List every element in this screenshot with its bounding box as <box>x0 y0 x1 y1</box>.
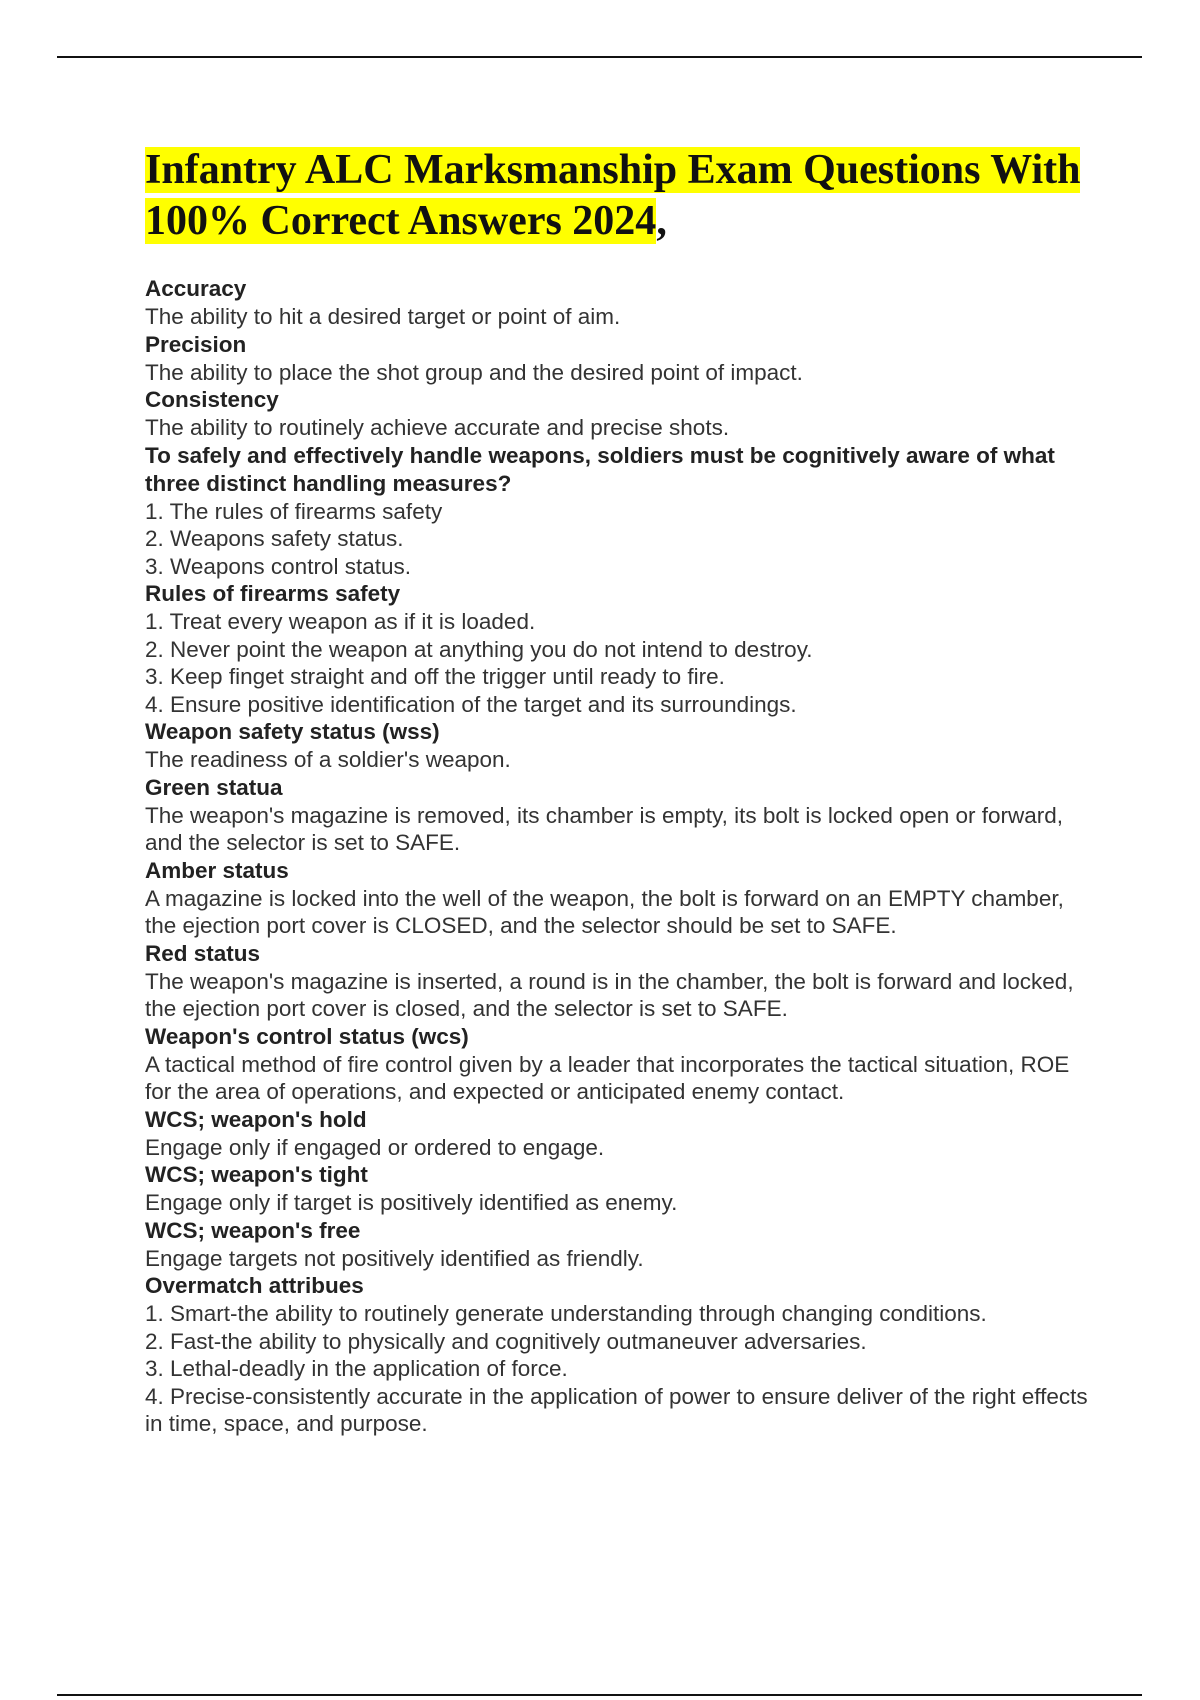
answer-line: The weapon's magazine is removed, its chamber is empty, its bolt is locked open or forward, and the selector is set to SAFE. <box>145 802 1064 855</box>
qa-entry <box>145 386 1090 442</box>
answer-line: Engage only if target is positively identified as enemy. <box>145 1190 678 1215</box>
qa-entry <box>145 857 1090 940</box>
answer-line: The ability to routinely achieve accurate and precise shots. <box>145 415 730 440</box>
answer-line: 2. Fast-the ability to physically and cognitively outmaneuver adversaries. <box>145 1328 867 1354</box>
answer-text <box>145 746 1090 774</box>
header-rule <box>57 56 1142 58</box>
qa-entry <box>145 1106 1090 1162</box>
answer-line: 2. Never point the weapon at anything you do not intend to destroy. <box>145 636 813 662</box>
question-term: Rules of firearms safety <box>145 581 401 606</box>
answer-text <box>145 1245 1090 1273</box>
answer-text <box>145 359 1090 387</box>
document-body <box>145 145 1090 1438</box>
answer-line: A magazine is locked into the well of the weapon, the bolt is forward on an EMPTY chamber, the ejection port cover is CLOSED, and the selector should be set to SAFE. <box>145 885 1064 938</box>
question-term: Accuracy <box>145 276 247 301</box>
title-highlight: Infantry ALC Marksmanship Exam Questions With 100% Correct Answers 2024 <box>145 147 1081 244</box>
qa-entry <box>145 774 1090 857</box>
answer-text <box>145 303 1090 331</box>
qa-list <box>145 275 1090 1438</box>
qa-entry <box>145 1023 1090 1106</box>
qa-entry <box>145 1217 1090 1273</box>
question-term: Overmatch attribues <box>145 1273 364 1298</box>
answer-text <box>145 1134 1090 1162</box>
answer-line: 4. Ensure positive identification of the target and its surroundings. <box>145 691 797 717</box>
question-term: Amber status <box>145 857 289 883</box>
question-term: Red status <box>145 940 261 966</box>
answer-text <box>145 1189 1090 1217</box>
qa-entry <box>145 940 1090 1023</box>
answer-line: The weapon's magazine is inserted, a round is in the chamber, the bolt is forward and locked, the ejection port cover is closed, and the selector is set to SAFE. <box>145 968 1074 1021</box>
question-term: WCS; weapon's free <box>145 1217 361 1243</box>
question-term: WCS; weapon's tight <box>145 1162 368 1187</box>
answer-line: The ability to place the shot group and the desired point of impact. <box>145 359 803 385</box>
answer-line: Engage only if engaged or ordered to engage. <box>145 1134 605 1160</box>
answer-line: 3. Weapons control status. <box>145 553 411 579</box>
question-term: Precision <box>145 331 247 357</box>
question-term: Green statua <box>145 774 283 800</box>
answer-line: 1. Treat every weapon as if it is loaded. <box>145 609 536 634</box>
answer-line: Engage targets not positively identified as friendly. <box>145 1245 644 1271</box>
answer-line: A tactical method of fire control given by a leader that incorporates the tactical situation, ROE for the area of operations, and expected or anticipated enemy contact. <box>145 1051 1070 1104</box>
answer-text <box>145 1300 1090 1438</box>
answer-text <box>145 802 1090 857</box>
answer-text <box>145 885 1090 940</box>
qa-entry <box>145 580 1090 718</box>
answer-line: 3. Lethal-deadly in the application of force. <box>145 1356 568 1381</box>
answer-line: 4. Precise-consistently accurate in the application of power to ensure deliver of the right effects in time, space, and purpose. <box>145 1383 1088 1436</box>
answer-text <box>145 1051 1090 1106</box>
answer-text <box>145 968 1090 1023</box>
answer-line: The readiness of a soldier's weapon. <box>145 747 511 772</box>
qa-entry <box>145 442 1090 581</box>
question-term: WCS; weapon's hold <box>145 1106 367 1132</box>
answer-text <box>145 498 1090 581</box>
qa-entry <box>145 275 1090 331</box>
qa-entry <box>145 331 1090 387</box>
qa-entry <box>145 1161 1090 1217</box>
answer-line: 2. Weapons safety status. <box>145 526 404 551</box>
answer-line: The ability to hit a desired target or point of aim. <box>145 304 621 329</box>
qa-entry <box>145 718 1090 774</box>
title-suffix: , <box>656 198 667 244</box>
footer-rule <box>57 1694 1142 1696</box>
document-title <box>145 145 1090 247</box>
question-term: Weapon safety status (wss) <box>145 719 440 744</box>
answer-line: 3. Keep finget straight and off the trigger until ready to fire. <box>145 664 725 689</box>
answer-text <box>145 608 1090 718</box>
answer-line: 1. The rules of firearms safety <box>145 498 443 524</box>
question-term: To safely and effectively handle weapons, soldiers must be cognitively aware of what three distinct handling measures? <box>145 442 1055 496</box>
answer-text <box>145 414 1090 442</box>
question-term: Consistency <box>145 387 279 412</box>
question-term: Weapon's control status (wcs) <box>145 1023 469 1049</box>
qa-entry <box>145 1272 1090 1438</box>
answer-line: 1. Smart-the ability to routinely generate understanding through changing conditions. <box>145 1301 987 1326</box>
